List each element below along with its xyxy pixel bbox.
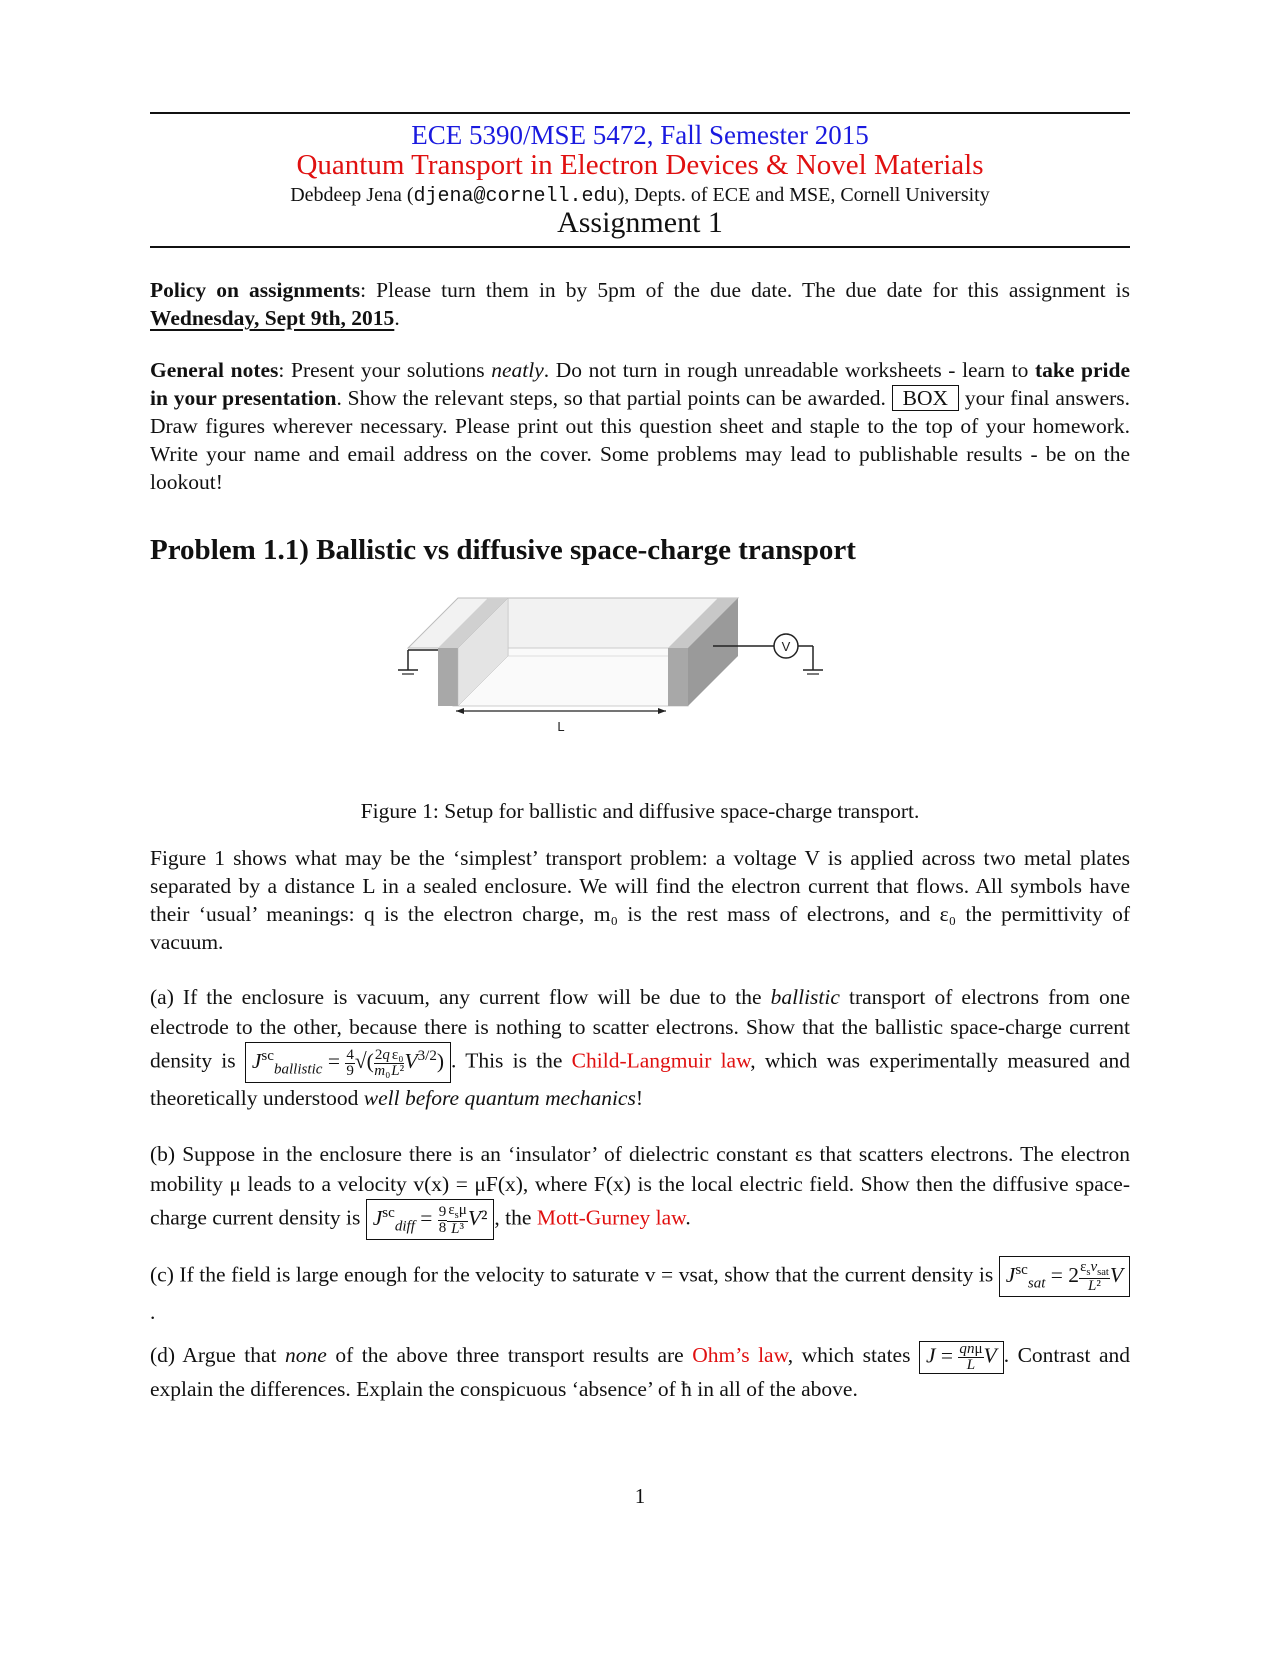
saturation-equation: $J^{sc}_{sat} = 2$ $\frac{\varepsilon_sv_{sat}}{\text{L²}}$ V [999, 1256, 1130, 1297]
part-d: (d) Argue that none of the above three transport results are Ohm’s law, which states J = $\frac{\text{qnμ}}{L}$ V . Contrast and explain the differences. Explain the conspicuous ‘absence’ of ħ in all of the above. [150, 1340, 1130, 1401]
length-label: L [557, 719, 565, 734]
assignment-title: Assignment 1 [557, 206, 723, 239]
course-title: ECE 5390/MSE 5472, Fall Semester 2015 [411, 120, 869, 150]
due-date: Wednesday, Sept 9th, 2015 [150, 306, 395, 330]
general-notes-paragraph: General notes: Present your solutions neatly. Do not turn in rough unreadable worksheets - learn to take pride in your presentation. Show the relevant steps, so that partial points can be awarded. BOX your final answers. Draw figures wherever necessary. Please print out this question sheet and staple to the top of your homework. Write your name and email address on the cover. Some problems may lead to publishable results - be on the lookout! [150, 358, 1130, 494]
page-number: 1 [634, 1484, 646, 1508]
course-subtitle: Quantum Transport in Electron Devices & Novel Materials [296, 149, 984, 181]
voltmeter-label: V [781, 639, 791, 654]
mott-gurney-equation: $J^{sc}_{diff}$ = $\frac{9}{8}$ $\frac{\varepsilon_s\mu}{\text{L³}}$ V² [366, 1199, 495, 1240]
box-example: BOX [892, 385, 959, 411]
right-plate [668, 648, 688, 706]
author-email[interactable]: djena@cornell.edu [413, 185, 618, 208]
intro-paragraph: Figure 1 shows what may be the ‘simplest’ transport problem: a voltage V is applied across two metal plates separated by a distance L in a sealed enclosure. We will find the electron current that flows. All symbols have their ‘usual’ meanings: q is the electron charge, m₀ is the rest mass of electrons, and ε₀ the permittivity of vacuum. [150, 846, 1130, 954]
child-langmuir-equation: $J^{sc}_{ballistic}$ = $\frac{4}{9}$ √( $\frac{2q}{\text{m₀}}$ $\frac{\text{ε₀}}{\text{L²}}$ $V^{3/2}$) [245, 1042, 451, 1083]
problem-title: Problem 1.1) Ballistic vs diffusive space-charge transport [150, 534, 856, 566]
policy-paragraph: Policy on assignments: Please turn them in by 5pm of the due date. The due date for this assignment is Wednesday, Sept 9th, 2015. [150, 278, 1130, 330]
author-line: Debdeep Jena (djena@cornell.edu), Depts. of ECE and MSE, Cornell University [290, 184, 990, 208]
ohms-law-equation: J = $\frac{\text{qnμ}}{L}$ V [919, 1341, 1004, 1374]
bottom-rule [150, 246, 1130, 248]
figure-caption: Figure 1: Setup for ballistic and diffusive space-charge transport. [360, 799, 920, 823]
part-c: (c) If the field is large enough for the velocity to saturate v = vsat, show that the current density is $J^{sc}_{sat} = 2$ $\frac{\varepsilon_sv_{sat}}{\text{L²}}$ V. [150, 1256, 1130, 1327]
part-b: (b) Suppose in the enclosure there is an ‘insulator’ of dielectric constant εs that scatters electrons. The electron mobility μ leads to a velocity v(x) = μF(x), where F(x) is the local electric field. Show then the diffusive space-charge current density is $J^{sc}_{diff}$ = $\frac{9}{8}$ $\frac{\varepsilon_s\mu}{\text{L³}}$ V² , the Mott-Gurney law. [150, 1139, 1130, 1240]
part-a: (a) If the enclosure is vacuum, any current flow will be due to the ballistic transport of electrons from one electrode to the other, because there is nothing to scatter electrons. Show that the ballistic space-charge current density is $J^{sc}_{ballistic}$ = $\frac{4}{9}$ √( $\frac{2q}{\text{m₀}}$ $\frac{\text{ε₀}}{\text{L²}}$ $V^{3/2}$) . This is the Child-Langmuir law, which was experimentally measured and theoretically understood well before quantum mechanics! [150, 985, 1131, 1111]
top-rule [150, 112, 1130, 114]
left-plate [438, 648, 458, 706]
setup-figure [398, 578, 838, 748]
